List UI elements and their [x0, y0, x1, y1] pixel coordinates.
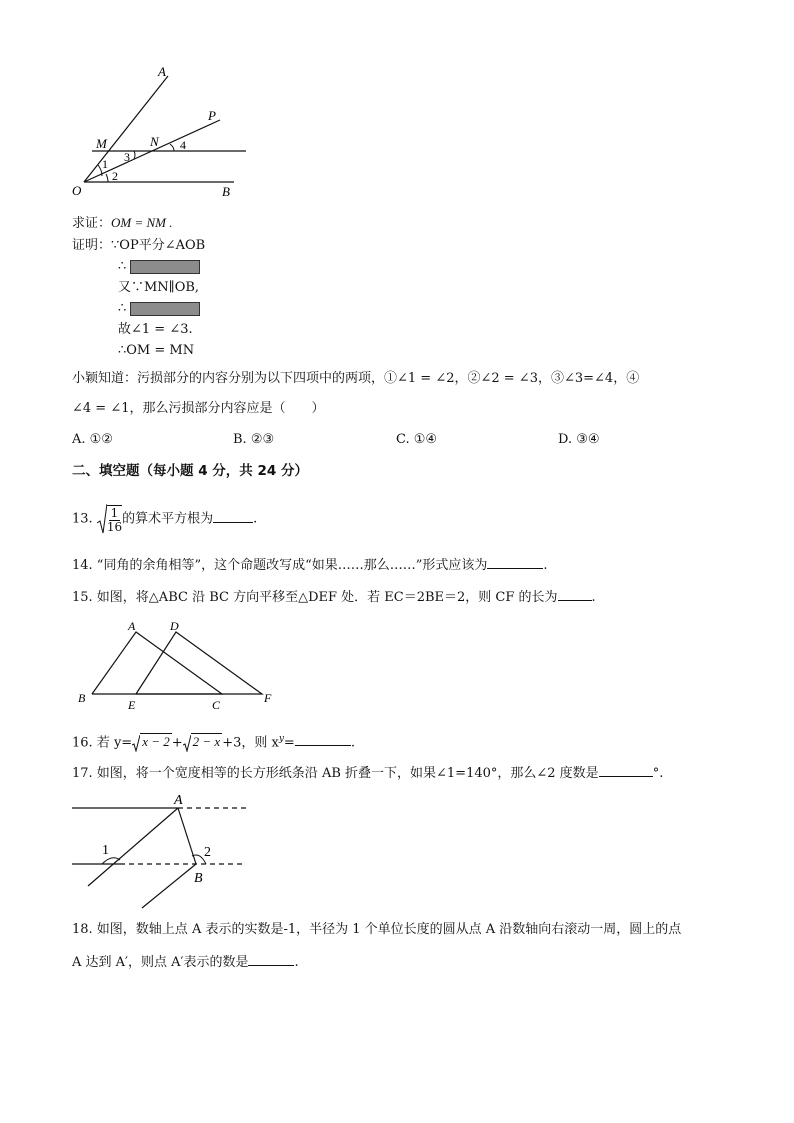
q14	[72, 556, 548, 575]
radical-sign-icon	[183, 734, 191, 752]
q18-line-2	[72, 953, 299, 972]
label-b: B	[222, 184, 230, 199]
prove-line	[72, 214, 173, 233]
label-b: B	[78, 691, 86, 705]
q12-option-b[interactable]: B. ②③	[233, 432, 275, 447]
proof-step-6: ∴OM = MN	[118, 343, 195, 358]
prove-statement: OM = NM .	[111, 215, 173, 230]
label-d: D	[170, 619, 179, 633]
proof-line-2	[118, 258, 200, 276]
proof-line-5	[118, 321, 193, 339]
ray-oa	[84, 76, 168, 182]
q16-superscript: y	[278, 734, 284, 744]
proof-line-4	[118, 300, 200, 318]
q16-answer-blank[interactable]	[295, 733, 351, 746]
q13-radical	[97, 503, 122, 535]
q18-text-2: A 达到 A′，则点 A′表示的数是	[72, 955, 249, 970]
arc-angle-3	[134, 151, 135, 159]
proof-step-5: 故∠1 = ∠3.	[118, 322, 193, 337]
fold-line-b-down	[142, 864, 196, 908]
label-m: M	[96, 136, 107, 151]
q13-number: 13.	[72, 511, 93, 527]
q16-prefix: 16. 若 y=	[72, 735, 133, 751]
q15	[72, 588, 596, 607]
label-a: A	[128, 619, 136, 633]
q17	[72, 764, 663, 783]
proof-step-1: ∵OP平分∠AOB	[111, 238, 206, 253]
section-2-title: 二、填空题（每小题 4 分，共 24 分）	[72, 463, 308, 479]
q14-answer-blank[interactable]	[487, 556, 543, 569]
translation-triangle-figure	[72, 614, 292, 714]
q12-option-d[interactable]: D. ③④	[558, 432, 600, 447]
label-f: F	[264, 691, 272, 705]
q16	[72, 728, 355, 754]
label-c: C	[212, 698, 221, 712]
label-angle-1: 1	[102, 157, 108, 171]
q18-line-1: 18. 如图，数轴上点 A 表示的实数是-1，半径为 1 个单位长度的圆从点 A 沿数轴向右滚动一周，圆上的点	[72, 922, 682, 937]
q16-tail: +3，则 x	[222, 735, 279, 751]
folded-strip-figure	[66, 790, 256, 915]
label-n: N	[150, 134, 159, 149]
q18-answer-blank[interactable]	[248, 953, 294, 966]
q16-end: .	[350, 735, 355, 751]
q13-text: 的算术平方根为	[122, 511, 214, 527]
proof-line-1	[72, 237, 205, 255]
redacted-box-1	[130, 260, 200, 274]
label-p: P	[208, 108, 216, 123]
proof-line-6	[118, 342, 194, 360]
label-o: O	[72, 183, 82, 198]
label-a: A	[174, 793, 183, 808]
q12-option-a[interactable]: A. ①②	[72, 432, 113, 447]
label-b: B	[194, 871, 203, 886]
label-e: E	[128, 698, 136, 712]
q13-numerator: 1	[110, 505, 119, 520]
triangle-def	[136, 632, 262, 694]
therefore-symbol: ∴	[118, 301, 127, 316]
q16-plus: +	[171, 735, 183, 751]
proof-line-3	[118, 279, 199, 297]
q16-radicand-1: x − 2	[142, 734, 170, 750]
q12-text-1: 小颖知道：污损部分的内容分别为以下四项中的两项，①∠1 = ∠2，②∠2 = ∠3，③∠3=∠4，④	[72, 371, 640, 386]
q15-text: 15. 如图，将△ABC 沿 BC 方向平移至△DEF 处．若 EC＝2BE＝2，则 CF 的长为	[72, 590, 558, 605]
q18-end: .	[294, 955, 299, 970]
label-angle-2: 2	[112, 169, 118, 183]
label-angle-3: 3	[124, 150, 130, 164]
triangle-abc	[92, 632, 222, 694]
q14-end: .	[543, 558, 548, 573]
therefore-symbol: ∴	[118, 259, 127, 274]
radical-sign-icon	[132, 734, 140, 752]
proof-step-3: 又∵MN∥OB,	[118, 280, 200, 295]
q16-equals: =	[283, 735, 295, 751]
angle-bisector-figure	[66, 64, 256, 204]
label-angle-2: 2	[204, 845, 211, 860]
q12-option-c[interactable]: C. ①④	[396, 432, 438, 447]
q16-radicand-2: 2 − x	[192, 734, 221, 750]
q17-text: 17. 如图，将一个宽度相等的长方形纸条沿 AB 折叠一下，如果∠1=140°，那么∠2 度数是	[72, 766, 599, 781]
redacted-box-2	[130, 302, 200, 316]
q13-end: .	[253, 511, 258, 527]
label-a: A	[158, 64, 166, 79]
label-angle-4: 4	[180, 138, 186, 152]
q17-end: °.	[652, 766, 664, 781]
label-angle-1: 1	[102, 843, 109, 858]
q17-answer-blank[interactable]	[599, 764, 653, 777]
proof-label: 证明：	[72, 238, 112, 253]
prove-label: 求证：	[72, 216, 112, 231]
arc-angle-4	[170, 144, 174, 151]
q13-denominator: 16	[106, 519, 123, 534]
q15-end: .	[591, 590, 596, 605]
q13-answer-blank[interactable]	[213, 510, 253, 523]
q13	[72, 503, 257, 535]
q14-text: 14. “同角的余角相等”，这个命题改写成“如果……那么……”形式应该为	[72, 558, 488, 573]
radical-sign-icon	[97, 503, 107, 535]
q12-text-2: ∠4 = ∠1，那么污损部分内容应是（ ）	[72, 401, 325, 416]
q15-answer-blank[interactable]	[558, 588, 592, 601]
arc-angle-2	[106, 174, 108, 182]
